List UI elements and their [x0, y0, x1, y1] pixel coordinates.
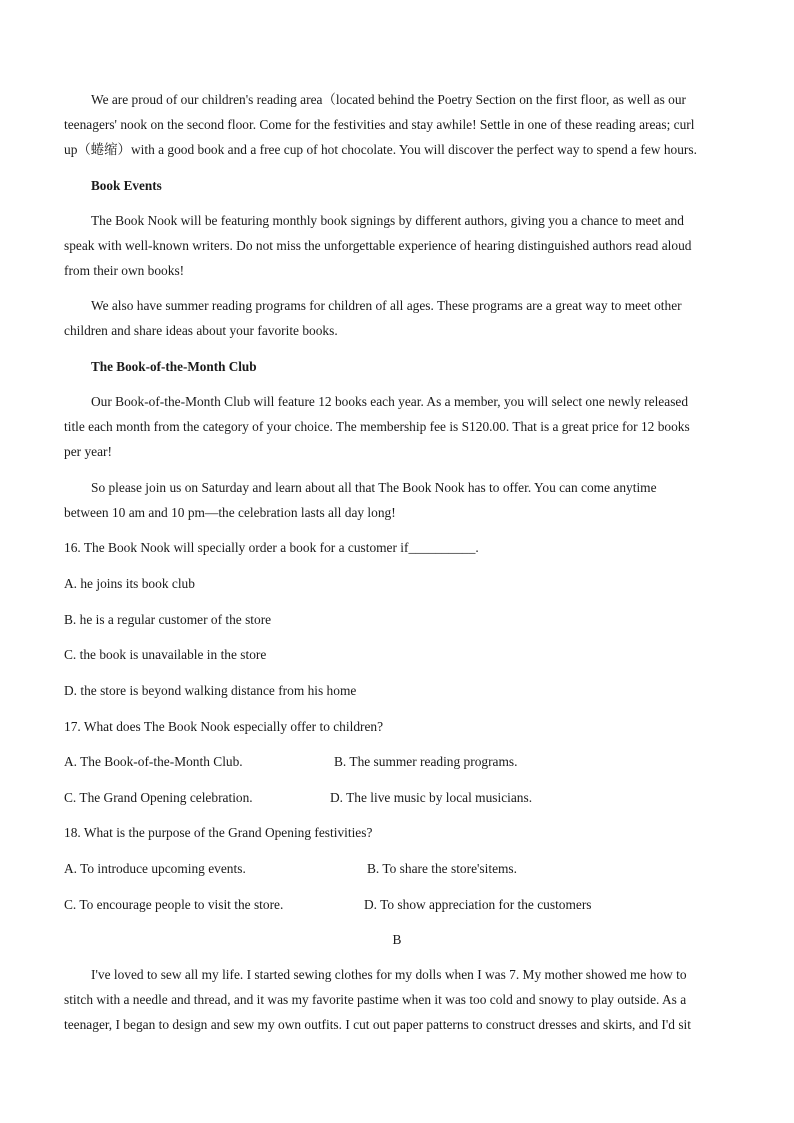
question-18-stem: 18. What is the purpose of the Grand Opening festivities?: [64, 825, 373, 840]
paragraph-line: So please join us on Saturday and learn about all that The Book Nook has to offer. You can come anytime: [91, 480, 657, 495]
paragraph-line: title each month from the category of your choice. The membership fee is S120.00. That is a great price for 12 books: [64, 419, 690, 434]
paragraph-line: stitch with a needle and thread, and it was my favorite pastime when it was too cold and snowy to play outside. As a: [64, 992, 687, 1007]
question-16-stem: 16. The Book Nook will specially order a book for a customer if__________.: [64, 540, 479, 555]
paragraph-line: speak with well-known writers. Do not miss the unforgettable experience of hearing distinguished authors read aloud: [64, 238, 692, 253]
question-17-option-c: C. The Grand Opening celebration.: [64, 790, 253, 805]
paragraph-line: I've loved to sew all my life. I started sewing clothes for my dolls when I was 7. My mother showed me how to: [91, 967, 687, 982]
question-17-option-a: A. The Book-of-the-Month Club.: [64, 754, 243, 769]
question-18-option-a: A. To introduce upcoming events.: [64, 861, 246, 876]
question-17-option-d: D. The live music by local musicians.: [330, 790, 533, 805]
paragraph-line: from their own books!: [64, 263, 185, 278]
paragraph-line: teenagers' nook on the second floor. Come for the festivities and stay awhile! Settle in one of these reading areas; curl: [64, 117, 695, 132]
section-heading-book-events: Book Events: [91, 178, 162, 193]
paragraph-line: The Book Nook will be featuring monthly book signings by different authors, giving you a chance to meet and: [91, 213, 684, 228]
section-heading-book-club: The Book-of-the-Month Club: [91, 359, 257, 374]
paragraph-line: We are proud of our children's reading area（located behind the Poetry Section on the first floor, as well as our: [91, 92, 686, 107]
paragraph-line: children and share ideas about your favorite books.: [64, 323, 338, 338]
question-16-option-c: C. the book is unavailable in the store: [64, 647, 267, 662]
paragraph-line: We also have summer reading programs for children of all ages. These programs are a great way to meet other: [91, 298, 682, 313]
question-18-option-c: C. To encourage people to visit the store.: [64, 897, 284, 912]
question-17-option-b: B. The summer reading programs.: [334, 754, 518, 769]
paragraph-line: teenager, I began to design and sew my own outfits. I cut out paper patterns to construct dresses and skirts, and I'd sit: [64, 1017, 691, 1032]
question-18-option-d: D. To show appreciation for the customers: [364, 897, 592, 912]
section-label-b: B: [392, 932, 402, 947]
paragraph-line: Our Book-of-the-Month Club will feature 12 books each year. As a member, you will select one newly released: [91, 394, 689, 409]
question-17-stem: 17. What does The Book Nook especially offer to children?: [64, 719, 384, 734]
paragraph-line: per year!: [64, 444, 112, 459]
question-18-option-b: B. To share the store'sitems.: [367, 861, 517, 876]
question-16-option-a: A. he joins its book club: [64, 576, 195, 591]
question-16-option-d: D. the store is beyond walking distance from his home: [64, 683, 357, 698]
paragraph-line: up（蜷缩）with a good book and a free cup of hot chocolate. You will discover the perfect way to spend a few hours.: [64, 142, 697, 157]
paragraph-line: between 10 am and 10 pm—the celebration lasts all day long!: [64, 505, 396, 520]
question-16-option-b: B. he is a regular customer of the store: [64, 612, 272, 627]
